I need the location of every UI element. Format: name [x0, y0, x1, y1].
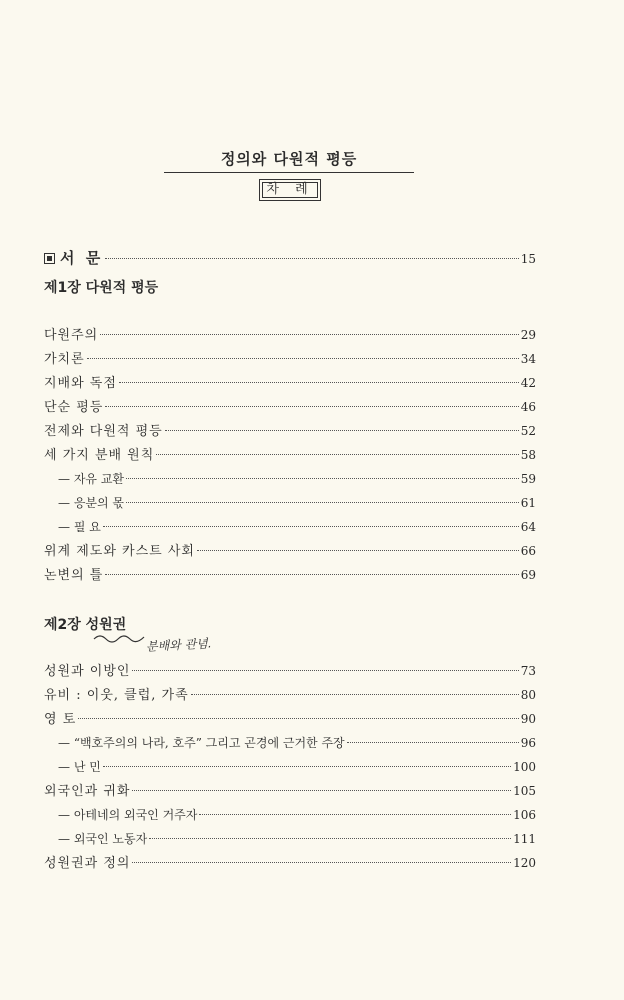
- toc-label: 위계 제도와 카스트 사회: [44, 544, 195, 559]
- toc-label: 전제와 다원적 평등: [44, 424, 163, 439]
- toc-label: 지배와 독점: [44, 376, 117, 391]
- toc-entry[interactable]: [44, 397, 536, 417]
- toc-entry[interactable]: [44, 661, 536, 681]
- toc-page: 73: [520, 664, 536, 678]
- dot-leader: [103, 526, 519, 527]
- toc-page: 111: [513, 832, 536, 846]
- toc-subentry[interactable]: [58, 829, 536, 849]
- toc-entry[interactable]: [44, 349, 536, 369]
- dot-leader: [156, 454, 518, 455]
- toc-page: 52: [520, 424, 536, 438]
- dot-leader: [100, 334, 518, 335]
- toc-page: 90: [520, 712, 536, 726]
- handwritten-note: 분배와 관념.: [145, 636, 212, 654]
- toc-label: — 필 요: [58, 520, 101, 534]
- dot-leader: [105, 406, 518, 407]
- toc-entry[interactable]: [44, 325, 536, 345]
- toc-label: 세 가지 분배 원칙: [44, 448, 155, 463]
- dot-leader: [199, 814, 511, 815]
- toc-label: — 응분의 몫: [58, 496, 124, 510]
- toc-label: 유비 : 이웃, 클럽, 가족: [44, 688, 189, 703]
- square-bullet-icon: [44, 253, 55, 264]
- toc-page: 64: [520, 520, 536, 534]
- toc-page: 61: [520, 496, 536, 510]
- toc-label: 단순 평등: [44, 400, 104, 415]
- toc-subentry[interactable]: [58, 469, 536, 489]
- dot-leader: [197, 550, 519, 551]
- toc-label: — “백호주의의 나라, 호주” 그리고 곤경에 근거한 주장: [58, 736, 345, 750]
- toc-page: 106: [513, 808, 536, 822]
- toc-page: 69: [520, 568, 536, 582]
- dot-leader: [132, 790, 511, 791]
- toc-label: — 난 민: [58, 760, 101, 774]
- toc-page: 59: [520, 472, 536, 486]
- toc-label: 성원권과 정의: [44, 856, 131, 871]
- toc-label: — 외국인 노동자: [58, 832, 148, 846]
- dot-leader: [103, 766, 511, 767]
- toc-page: 15: [520, 252, 536, 266]
- toc-page: 29: [520, 328, 536, 342]
- toc-page: 42: [520, 376, 536, 390]
- dot-leader: [87, 358, 519, 359]
- toc-entry[interactable]: [44, 421, 536, 441]
- toc-entry[interactable]: [44, 853, 536, 873]
- dot-leader: [105, 258, 519, 259]
- dot-leader: [126, 502, 519, 503]
- toc-entry[interactable]: [44, 781, 536, 801]
- toc-label: 서 문: [60, 249, 104, 267]
- toc-entry[interactable]: [44, 541, 536, 561]
- toc-page: 46: [520, 400, 536, 414]
- toc-label: 외국인과 귀화: [44, 784, 131, 799]
- chapter-heading-1: 제1장 다원적 평등: [44, 280, 159, 296]
- dot-leader: [165, 430, 519, 431]
- handwritten-underline: [92, 632, 152, 644]
- dot-leader: [119, 382, 519, 383]
- toc-label: 다원주의: [44, 328, 99, 343]
- toc-subentry[interactable]: [58, 517, 536, 537]
- toc-page: 58: [520, 448, 536, 462]
- dot-leader: [191, 694, 519, 695]
- toc-label: 가치론: [44, 352, 85, 367]
- toc-label: — 자유 교환: [58, 472, 124, 486]
- toc-page: 120: [513, 856, 536, 870]
- dot-leader: [105, 574, 518, 575]
- toc-label: — 아테네의 외국인 거주자: [58, 808, 198, 822]
- dot-leader: [347, 742, 519, 743]
- toc-label: 논변의 틀: [44, 568, 104, 583]
- dot-leader: [149, 838, 511, 839]
- toc-page: 34: [520, 352, 536, 366]
- toc-subentry[interactable]: [58, 805, 536, 825]
- contents-label: 차 례: [259, 179, 321, 201]
- preface-label-wrap: [44, 248, 103, 270]
- toc-entry[interactable]: [44, 373, 536, 393]
- toc-subentry[interactable]: [58, 493, 536, 513]
- chapter-heading-2: 제2장 성원권: [44, 617, 127, 633]
- toc-entry-preface[interactable]: [44, 248, 536, 268]
- dot-leader: [132, 862, 511, 863]
- toc-page: 96: [520, 736, 536, 750]
- dot-leader: [132, 670, 518, 671]
- toc-page: 80: [520, 688, 536, 702]
- toc-entry[interactable]: [44, 685, 536, 705]
- toc-subentry[interactable]: [58, 757, 536, 777]
- toc-page: 105: [513, 784, 536, 798]
- toc-entry[interactable]: [44, 565, 536, 585]
- dot-leader: [126, 478, 519, 479]
- toc-page: 100: [513, 760, 536, 774]
- toc-subentry[interactable]: [58, 733, 536, 753]
- toc-entry[interactable]: [44, 445, 536, 465]
- book-title: 정의와 다원적 평등: [164, 148, 414, 173]
- toc-entry[interactable]: [44, 709, 536, 729]
- toc-label: 영 토: [44, 712, 77, 727]
- toc-page: 66: [520, 544, 536, 558]
- toc-label: 성원과 이방인: [44, 664, 131, 679]
- dot-leader: [78, 718, 518, 719]
